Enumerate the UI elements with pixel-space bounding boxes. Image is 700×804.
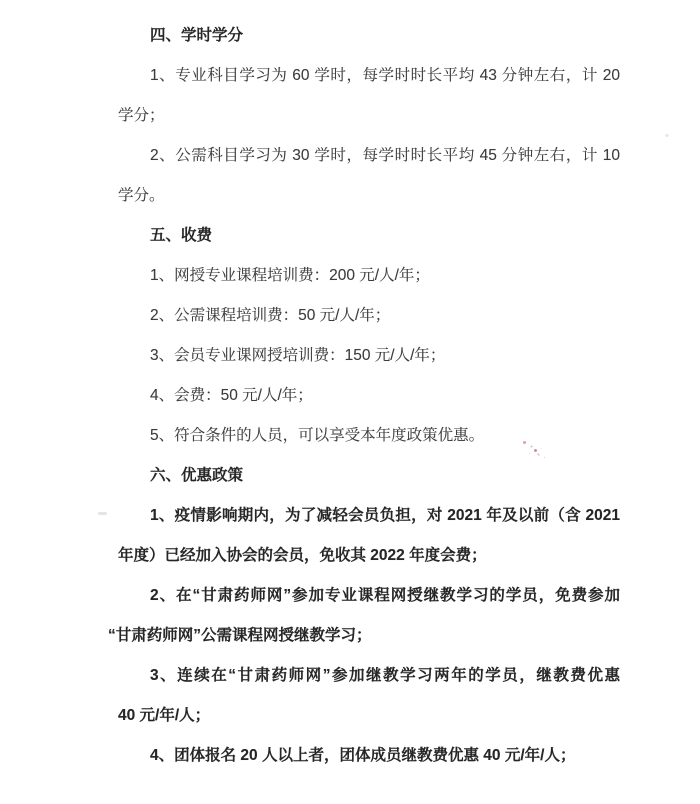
policy-item-3-line-2: 40 元/年/人； <box>118 707 211 724</box>
policy-item-1-line-1: 1、疫情影响期内，为了减轻会员负担，对 2021 年及以前（含 2021 <box>150 507 620 524</box>
fees-item-1: 1、网授专业课程培训费：200 元/人/年； <box>150 267 430 284</box>
fees-item-3: 3、会员专业课网授培训费：150 元/人/年； <box>150 347 446 364</box>
document-text-column <box>108 16 620 776</box>
fees-item-5: 5、符合条件的人员，可以享受本年度政策优惠。 <box>150 427 485 444</box>
policy-item-2-line-1: 2、在“甘肃药师网”参加专业课程网授继教学习的学员，免费参加 <box>150 587 620 604</box>
heading-discount-policy: 六、优惠政策 <box>150 467 244 484</box>
hours-item-2-line-2: 学分。 <box>118 187 165 204</box>
scan-smudge-gray <box>98 512 107 515</box>
scan-speckle-pink <box>523 441 526 444</box>
hours-item-2-line-1: 2、公需科目学习为 30 学时，每学时时长平均 45 分钟左右，计 10 <box>150 147 620 164</box>
policy-item-3-line-1: 3、连续在“甘肃药师网”参加继教学习两年的学员，继教费优惠 <box>150 667 620 684</box>
fees-item-4: 4、会费：50 元/人/年； <box>150 387 313 404</box>
policy-item-2-line-2: “甘肃药师网”公需课程网授继教学习； <box>108 627 372 644</box>
heading-fees: 五、收费 <box>150 227 213 244</box>
policy-item-1-line-2: 年度）已经加入协会的会员，免收其 2022 年度会费； <box>118 547 487 564</box>
hours-item-1-line-2: 学分； <box>118 107 165 124</box>
heading-hours-credits: 四、学时学分 <box>150 27 244 44</box>
fees-item-2: 2、公需课程培训费：50 元/人/年； <box>150 307 391 324</box>
scan-dot-faint <box>665 134 669 137</box>
hours-item-1-line-1: 1、专业科目学习为 60 学时，每学时时长平均 43 分钟左右，计 20 <box>150 67 620 84</box>
policy-item-4: 4、团体报名 20 人以上者，团体成员继教费优惠 40 元/年/人； <box>150 747 576 764</box>
